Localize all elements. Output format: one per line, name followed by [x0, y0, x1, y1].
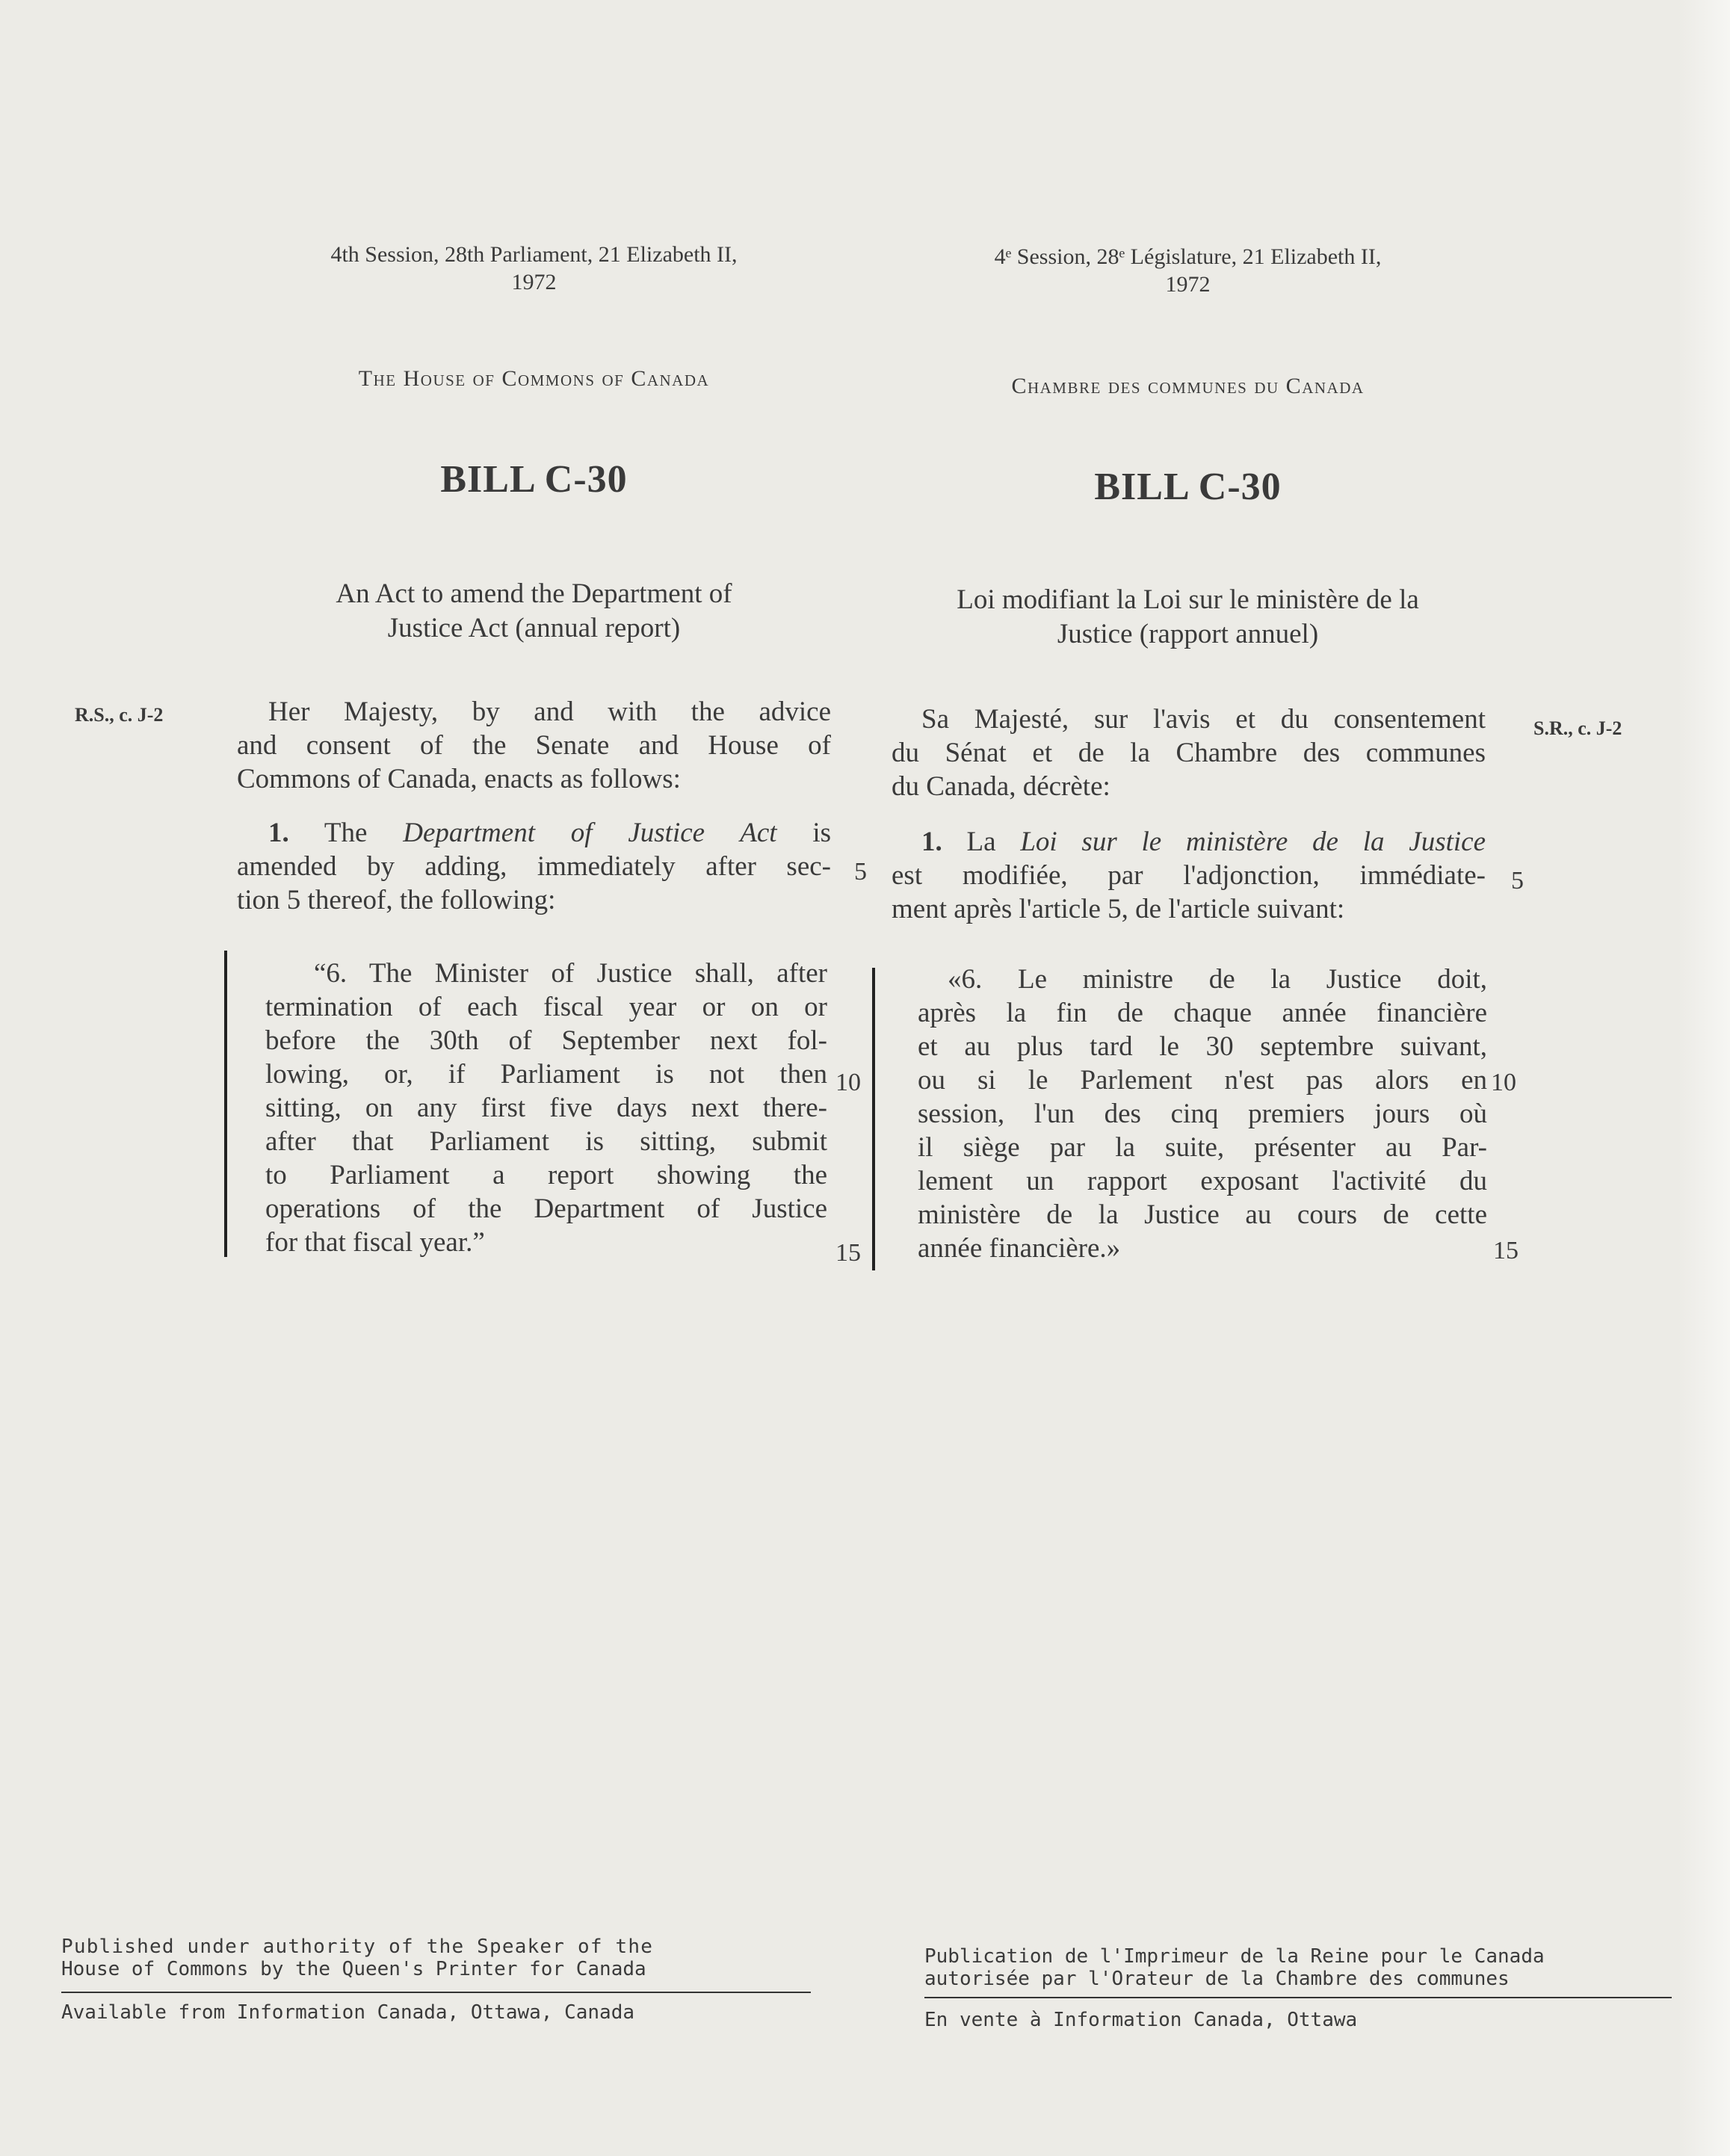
english-section-6-line: operations of the Department of Justice: [265, 1193, 827, 1224]
french-section-6-line: ministère de la Justice au cours de cette: [918, 1199, 1487, 1230]
french-enacting-clause: [892, 702, 1486, 803]
english-section-6-line: to Parliament a report showing the: [265, 1160, 827, 1190]
french-section-6-line: «6. Le ministre de la Justice doit,: [948, 964, 1487, 995]
french-act-title-line: Justice (rapport annuel): [1057, 619, 1319, 649]
french-section-6-line: et au plus tard le 30 septembre suivant,: [918, 1031, 1487, 1062]
english-section-6-line: “6. The Minister of Justice shall, after: [314, 958, 827, 989]
english-act-title-line: Justice Act (annual report): [387, 613, 681, 643]
english-amendment-bar-right: [872, 968, 875, 1270]
english-enacting-line: Commons of Canada, enacts as follows:: [237, 764, 681, 794]
french-margin-note: S.R., c. J-2: [1533, 717, 1622, 739]
english-section-1-pre: The: [324, 818, 368, 848]
french-section-6-line: il siège par la suite, présenter au Par-: [918, 1132, 1487, 1163]
french-section-1-line: est modifiée, par l'adjonction, immédiate-: [892, 860, 1486, 891]
french-act-title: [887, 583, 1489, 652]
english-margin-note: R.S., c. J-2: [75, 704, 164, 726]
french-footer-available: En vente à Information Canada, Ottawa: [924, 2009, 1358, 2031]
french-session-header: [887, 243, 1489, 298]
english-act-title-line: An Act to amend the Department of: [336, 578, 732, 609]
english-section-1-line: amended by adding, immediately after sec-: [237, 851, 831, 882]
french-act-name: Loi sur le ministère de la Justice: [1020, 827, 1486, 857]
page-edge-shadow: [1678, 0, 1730, 2156]
english-footer-line: Published under authority of the Speaker of the: [61, 1936, 654, 1958]
french-bill-number: BILL C-30: [1094, 466, 1282, 508]
french-section-1-first-line: [892, 825, 1486, 859]
english-act-name: Department of Justice Act: [403, 818, 777, 848]
english-line-number-10: 10: [835, 1069, 861, 1096]
english-footer-published: [61, 1936, 719, 1980]
english-section-1-line: tion 5 thereof, the following:: [237, 885, 556, 915]
english-section-number: 1.: [268, 818, 289, 848]
french-section-number: 1.: [921, 827, 942, 857]
english-house-title: The House of Commons of Canada: [358, 366, 710, 391]
english-section-6-line: before the 30th of September next fol-: [265, 1025, 827, 1056]
french-act-title-line: Loi modifiant la Loi sur le ministère de la: [957, 584, 1419, 615]
french-enacting-line: du Canada, décrète:: [892, 771, 1110, 802]
english-enacting-line: Her Majesty, by and with the advice: [268, 696, 831, 727]
english-line-number-15: 15: [835, 1239, 861, 1267]
french-line-number-5: 5: [1511, 867, 1524, 895]
english-section-6-line: lowing, or, if Parliament is not then: [265, 1059, 827, 1090]
english-session-line: 4th Session, 28th Parliament, 21 Elizabeth II,: [330, 242, 738, 267]
english-footer-line: House of Commons by the Queen's Printer for Canada: [61, 1958, 646, 1980]
french-section-1: [892, 825, 1486, 926]
french-line-number-15: 15: [1493, 1237, 1519, 1264]
english-session-header: [237, 241, 831, 296]
french-session-year: 1972: [1165, 272, 1211, 297]
french-footer-line: Publication de l'Imprimeur de la Reine pour le Canada: [924, 1945, 1545, 1968]
french-footer-published: [924, 1945, 1597, 1990]
english-section-1-first-line: [237, 816, 831, 850]
french-house-title: Chambre des communes du Canada: [1011, 374, 1365, 398]
english-footer-rule: [61, 1992, 811, 1993]
english-section-6-line: for that fiscal year.”: [265, 1227, 485, 1258]
french-section-6-line: ou si le Parlement n'est pas alors en: [918, 1065, 1487, 1096]
english-section-6-line: sitting, on any first five days next there-: [265, 1093, 827, 1123]
french-footer-line: autorisée par l'Orateur de la Chambre des communes: [924, 1968, 1510, 1990]
english-footer-available: Available from Information Canada, Ottawa, Canada: [61, 2001, 635, 2024]
english-section-6: [265, 957, 827, 1259]
french-enacting-line: du Sénat et de la Chambre des communes: [892, 738, 1486, 768]
french-section-6-line: année financière.»: [918, 1233, 1121, 1264]
french-section-6-line: après la fin de chaque année financière: [918, 998, 1487, 1028]
french-section-6: [918, 963, 1487, 1265]
english-session-year: 1972: [511, 270, 557, 294]
english-section-6-line: after that Parliament is sitting, submit: [265, 1126, 827, 1157]
french-section-6-line: lement un rapport exposant l'activité du: [918, 1166, 1487, 1196]
english-bill-number: BILL C-30: [440, 458, 628, 501]
french-section-6-line: session, l'un des cinq premiers jours où: [918, 1099, 1487, 1129]
french-section-1-pre: La: [966, 827, 996, 857]
french-section-1-line: ment après l'article 5, de l'article suivant:: [892, 894, 1345, 924]
french-line-number-10: 10: [1491, 1069, 1516, 1096]
french-session-line: 4ᵉ Session, 28ᵉ Législature, 21 Elizabeth II,: [994, 244, 1382, 269]
english-act-title: [237, 577, 831, 646]
english-line-number-5: 5: [854, 858, 867, 886]
english-enacting-clause: [237, 695, 831, 796]
english-enacting-line: and consent of the Senate and House of: [237, 730, 831, 761]
french-footer-rule: [924, 1997, 1672, 1998]
english-section-1: [237, 816, 831, 917]
french-enacting-line: Sa Majesté, sur l'avis et du consentement: [921, 704, 1486, 735]
english-section-1-post: is: [812, 818, 832, 848]
english-section-6-line: termination of each fiscal year or on or: [265, 992, 827, 1022]
english-amendment-bar: [224, 951, 227, 1257]
